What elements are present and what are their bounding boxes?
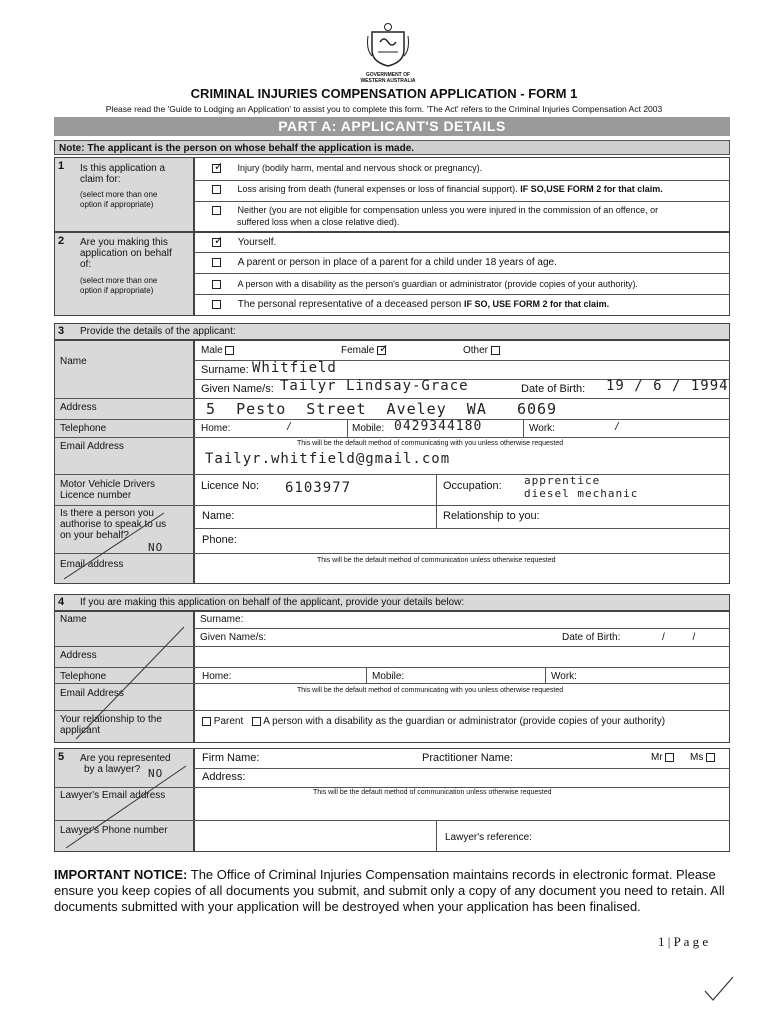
- dob-label: Date of Birth:: [521, 383, 586, 395]
- home-label: Home:: [201, 423, 231, 434]
- authorise-value[interactable]: NO: [148, 541, 164, 554]
- q1-hint: (select more than one option if appropriate): [80, 190, 158, 209]
- q5-label: Are you represented by a lawyer?: [80, 753, 171, 775]
- q4-surname-label: Surname:: [200, 614, 244, 625]
- q4-parent-checkbox[interactable]: [202, 717, 211, 726]
- lawyer-reference-label: Lawyer's reference:: [445, 832, 532, 843]
- neither-checkbox[interactable]: [212, 206, 221, 215]
- q2-option-parent[interactable]: A parent or person in place of a parent for a child under 18 years of age.: [212, 257, 557, 268]
- q5-strike-line: [54, 748, 194, 852]
- q4-disability-checkbox[interactable]: [252, 717, 261, 726]
- q4-email-label: Email Address: [60, 688, 124, 699]
- other-checkbox[interactable]: [491, 346, 500, 355]
- work-value[interactable]: /: [614, 421, 622, 432]
- gender-other[interactable]: Other: [463, 345, 500, 356]
- relationship-label: Relationship to you:: [443, 510, 540, 522]
- q4-strike-line: [54, 611, 194, 743]
- q4-relationship-label: Your relationship to the applicant: [60, 714, 162, 736]
- licence-row-label: Motor Vehicle Drivers Licence number: [60, 479, 156, 501]
- authorise-strike-line: [54, 505, 194, 584]
- home-value[interactable]: /: [286, 421, 294, 432]
- occupation-label: Occupation:: [443, 480, 502, 492]
- q4-given-label: Given Name/s:: [200, 632, 267, 643]
- name-label: Name: [60, 356, 87, 367]
- q2-option-yourself[interactable]: ✓ Yourself.: [214, 234, 277, 248]
- parent-checkbox[interactable]: [212, 258, 221, 267]
- email-label: Email Address: [60, 441, 124, 452]
- wa-crest-logo: [366, 22, 410, 68]
- q2-hint: (select more than one option if appropriate): [80, 276, 158, 295]
- lawyer-email-label: Lawyer's Email address: [60, 790, 166, 801]
- q3-number: 3: [58, 325, 65, 337]
- government-label: GOVERNMENT OF WESTERN AUSTRALIA: [360, 72, 416, 84]
- q1-option-injury[interactable]: ✓ Injury (bodily harm, mental and nervous shock or pregnancy).: [214, 161, 483, 174]
- auth-phone-label: Phone:: [202, 534, 237, 546]
- surname-label: Surname:: [201, 364, 249, 376]
- auth-name-label: Name:: [202, 510, 235, 522]
- gender-male[interactable]: Male: [201, 345, 234, 356]
- q4-dob-label: Date of Birth:: [562, 632, 621, 643]
- licence-label: Licence No:: [201, 480, 260, 492]
- applicant-note: Note: The applicant is the person on whose behalf the application is made.: [54, 140, 730, 155]
- lawyer-address-label: Address:: [202, 771, 246, 783]
- q5-value[interactable]: NO: [148, 767, 164, 780]
- q2-number: 2: [58, 235, 65, 247]
- mobile-label: Mobile:: [352, 423, 385, 434]
- q3-heading: Provide the details of the applicant:: [80, 326, 236, 337]
- q1-option-death[interactable]: Loss arising from death (funeral expenses or loss of financial support). IF SO,USE FORM 2 for that claim.: [212, 184, 663, 194]
- gender-female[interactable]: Female ✓: [341, 342, 389, 356]
- q5-number: 5: [58, 751, 65, 763]
- q4-name-label: Name: [60, 614, 87, 625]
- occupation-value[interactable]: apprentice diesel mechanic: [524, 474, 639, 500]
- q2-label: Are you making this application on behalf of:: [80, 237, 172, 270]
- address-label: Address: [60, 402, 97, 413]
- licence-value[interactable]: 6103977: [285, 480, 352, 496]
- q4-dob-slashes: / /: [662, 632, 696, 643]
- telephone-label: Telephone: [60, 423, 107, 434]
- male-checkbox[interactable]: [225, 346, 234, 355]
- q4-address-label: Address: [60, 650, 97, 661]
- q2-option-disability[interactable]: A person with a disability as the person's guardian or administrator (provide copies of your authority).: [212, 279, 638, 289]
- q4-parent-option[interactable]: Parent A person with a disability as the guardian or administrator (provide copies of your authority): [202, 716, 665, 727]
- yourself-checkbox-checked[interactable]: ✓: [214, 234, 224, 247]
- checkmark-icon: [703, 975, 735, 1003]
- lawyer-email-note: This will be the default method of communication unless otherwise requested: [313, 789, 552, 796]
- q2-option-deceased[interactable]: The personal representative of a deceased person IF SO, USE FORM 2 for that claim.: [212, 299, 609, 310]
- q4-mobile-label: Mobile:: [372, 671, 405, 682]
- mr-option[interactable]: Mr: [651, 752, 674, 763]
- form-subtitle: Please read the 'Guide to Lodging an Application' to assist you to complete this form. 'The Act' refers to the Criminal Injuries Compensation Act 2003: [105, 104, 663, 114]
- q1-number: 1: [58, 160, 65, 172]
- dob-value[interactable]: 19 / 6 / 1994: [606, 378, 729, 394]
- page-number: 1 | P a g e: [658, 934, 709, 949]
- surname-value[interactable]: Whitfield: [252, 360, 337, 376]
- given-name-value[interactable]: Tailyr Lindsay-Grace: [280, 378, 469, 394]
- q4-work-label: Work:: [551, 671, 577, 682]
- ms-checkbox[interactable]: [706, 753, 715, 762]
- work-label: Work:: [529, 423, 555, 434]
- auth-email-label: Email address: [60, 559, 124, 570]
- q4-heading: If you are making this application on behalf of the applicant, provide your details below:: [80, 597, 465, 608]
- q4-telephone-label: Telephone: [60, 671, 107, 682]
- part-a-heading: PART A: APPLICANT'S DETAILS: [54, 117, 730, 136]
- important-notice: IMPORTANT NOTICE: The Office of Criminal Injuries Compensation maintains records in electronic format. Please ensure you keep copies of all documents you submit, and submit only a copy of any document you need to retain. All documents submitted with your application will be destroyed when your application has been finalised.: [54, 867, 725, 914]
- deceased-checkbox[interactable]: [212, 300, 221, 309]
- mobile-value[interactable]: 0429344180: [394, 419, 483, 434]
- email-value[interactable]: Tailyr.whitfield@gmail.com: [205, 451, 451, 467]
- given-name-label: Given Name/s:: [201, 383, 274, 395]
- q1-label: Is this application a claim for:: [80, 163, 166, 185]
- disability-checkbox[interactable]: [212, 280, 221, 289]
- q4-home-label: Home:: [202, 671, 232, 682]
- mr-checkbox[interactable]: [665, 753, 674, 762]
- lawyer-phone-label: Lawyer's Phone number: [60, 825, 168, 836]
- death-checkbox[interactable]: [212, 185, 221, 194]
- ms-option[interactable]: Ms: [690, 752, 715, 763]
- address-value[interactable]: 5 Pesto Street Aveley WA 6069: [206, 400, 558, 418]
- practitioner-label: Practitioner Name:: [422, 752, 514, 764]
- form-title: CRIMINAL INJURIES COMPENSATION APPLICATION - FORM 1: [190, 86, 578, 101]
- q4-email-note: This will be the default method of communicating with you unless otherwise requested: [297, 687, 564, 694]
- female-checkbox-checked[interactable]: ✓: [379, 342, 389, 355]
- injury-checkbox-checked[interactable]: ✓: [214, 161, 224, 174]
- email-note: This will be the default method of communicating with you unless otherwise requested: [297, 440, 564, 447]
- authorise-label: Is there a person you authorise to speak to us on your behalf?: [60, 508, 167, 541]
- q1-option-neither[interactable]: Neither (you are not eligible for compensation unless you were injured in the commission of an offence, or: [212, 205, 658, 215]
- firm-name-label: Firm Name:: [202, 752, 260, 764]
- auth-email-note: This will be the default method of communication unless otherwise requested: [317, 557, 556, 564]
- q4-number: 4: [58, 596, 65, 608]
